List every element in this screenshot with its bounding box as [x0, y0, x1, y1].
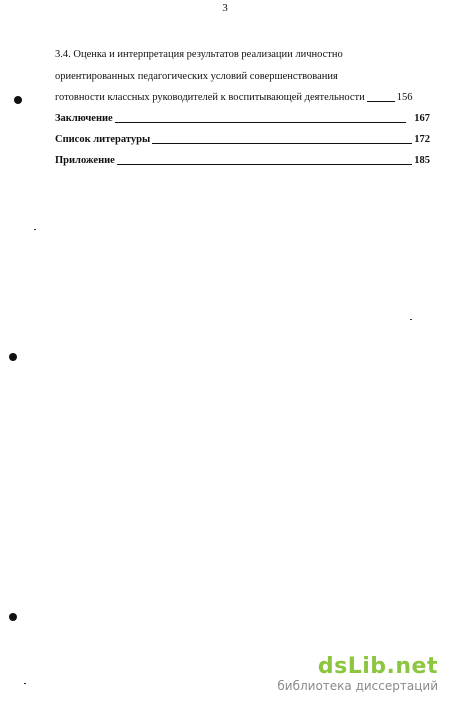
- toc-entry-appendix-page: 185: [414, 155, 430, 166]
- page-number: 3: [222, 2, 228, 14]
- watermark: [277, 655, 438, 693]
- binder-hole-dot: [9, 353, 17, 361]
- toc-entry-3-4-line-3: [55, 91, 430, 104]
- toc-entry-3-4-line-3-text: готовности классных руководителей к воспитывающей деятельности: [55, 92, 365, 103]
- watermark-logo-net: .net: [386, 654, 438, 679]
- toc-entry-conclusion-label: Заключение: [55, 113, 113, 124]
- toc-entry-conclusion: [55, 112, 430, 125]
- toc-entry-appendix-label: Приложение: [55, 155, 115, 166]
- toc-entry-references-page: 172: [414, 134, 430, 145]
- toc-entry-3-4-line-2: ориентированных педагогических условий совершенствования: [55, 71, 338, 82]
- toc-entry-appendix: [55, 154, 430, 167]
- watermark-tagline: библиотека диссертаций: [277, 679, 438, 693]
- scan-speck: [24, 683, 26, 684]
- toc-entry-conclusion-page: 167: [414, 113, 430, 124]
- binder-hole-dot: [9, 613, 17, 621]
- watermark-logo-lib: Lib: [347, 654, 387, 679]
- toc-leader: [117, 164, 412, 165]
- toc-entry-references-label: Список литературы: [55, 134, 151, 145]
- scan-speck: [410, 319, 412, 320]
- scan-speck: [34, 229, 36, 230]
- toc-leader: [367, 101, 395, 102]
- watermark-logo-ds: ds: [317, 654, 348, 679]
- toc-leader: [152, 143, 412, 144]
- toc-entry-3-4-page: 156: [396, 92, 413, 103]
- toc-entry-3-4-line-1: 3.4. Оценка и интерпретация результатов реализации личностно: [55, 49, 343, 60]
- toc-entry-references: [55, 133, 430, 146]
- binder-hole-dot: [14, 96, 22, 104]
- toc-leader: [115, 122, 407, 123]
- watermark-logo: [277, 655, 438, 679]
